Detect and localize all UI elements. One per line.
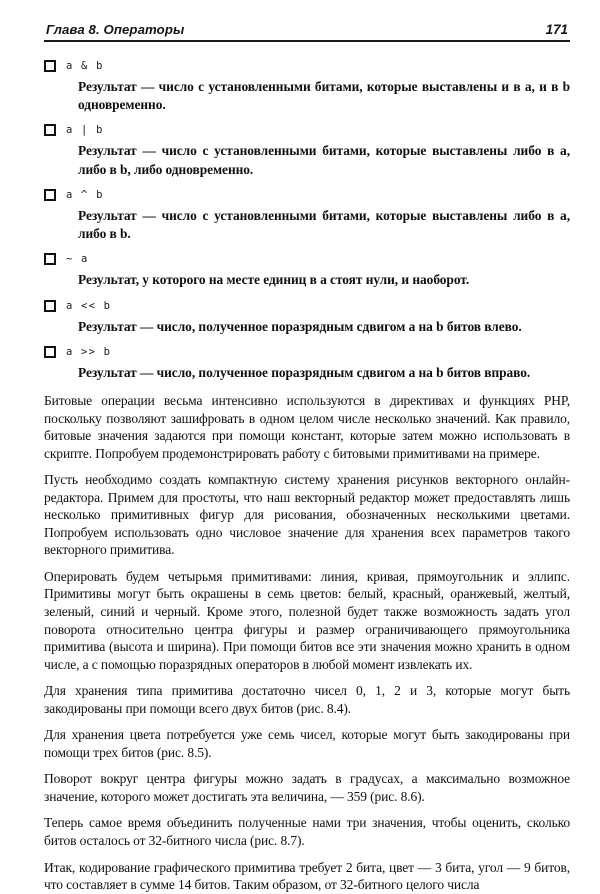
operator-heading (44, 300, 570, 312)
operator-entry (44, 60, 570, 114)
paragraph: Для хранения типа примитива достаточно чисел 0, 1, 2 и 3, которые могут быть закодированы при помощи всего двух битов (рис. 8.4). (44, 683, 570, 716)
operator-entry (44, 124, 570, 178)
operator-heading (44, 253, 570, 265)
operator-code: a << b (66, 299, 112, 312)
paragraph: Для хранения цвета потребуется уже семь чисел, которые могут быть закодированы при помощи трех битов (рис. 8.5). (44, 727, 570, 760)
operator-entry (44, 300, 570, 336)
square-bullet-icon (44, 60, 56, 72)
operator-code: a ^ b (66, 188, 104, 201)
operator-heading (44, 346, 570, 358)
chapter-title: Глава 8. Операторы (46, 22, 185, 37)
square-bullet-icon (44, 346, 56, 358)
body-text (44, 392, 570, 894)
paragraph: Оперировать будем четырьмя примитивами: линия, кривая, прямоугольник и эллипс. Примитивы могут быть окрашены в семь цветов: белый, красный, оранжевый, желтый, зеленый, синий и черный. Кроме этого, полезной будет также возможность задать угол поворота относительно центра фигуры и размер ограничивающего прямоугольника примитива (высота и ширина). При помощи битов все эти значения можно хранить в одном числе, а с помощью поразрядных операторов в любой момент извлекать их. (44, 568, 570, 672)
operator-heading (44, 60, 570, 72)
paragraph: Пусть необходимо создать компактную систему хранения рисунков векторного онлайн-редактора. Примем для простоты, что наш векторный редактор может предоставлять лишь несколько примитивных фигур для рисования, обозначенных несколькими цветами. Попробуем использовать одно числовое значение для хранения всех параметров такого векторного примитива. (44, 472, 570, 558)
paragraph: Итак, кодирование графического примитива требует 2 бита, цвет — 3 бита, угол — 9 битов, что составляет в сумме 14 битов. Таким образом, от 32-битного целого числа (44, 859, 570, 893)
square-bullet-icon (44, 189, 56, 201)
paragraph: Теперь самое время объединить полученные нами три значения, чтобы оценить, сколько битов осталось от 32-битного числа (рис. 8.7). (44, 815, 570, 848)
operator-code: a & b (66, 60, 104, 72)
operator-heading (44, 124, 570, 136)
running-head (44, 22, 570, 42)
operator-description: Результат — число с установленными битами, которые выставлены либо в a, либо в b. (78, 207, 570, 242)
operator-entry (44, 253, 570, 289)
operator-code: ~ a (66, 253, 89, 266)
operator-description: Результат — число, полученное поразрядным сдвигом a на b битов вправо. (78, 364, 531, 380)
operator-code: a | b (66, 124, 104, 137)
operator-code: a >> b (66, 345, 112, 358)
operator-heading (44, 189, 570, 201)
square-bullet-icon (44, 253, 56, 265)
square-bullet-icon (44, 124, 56, 136)
bitwise-operator-list (44, 60, 570, 382)
operator-entry (44, 189, 570, 243)
paragraph: Поворот вокруг центра фигуры можно задать в градусах, а максимально возможное значение, которого может достигать эта величина, — 359 (рис. 8.6). (44, 771, 570, 804)
operator-description: Результат — число с установленными битами, которые выставлены и в a, и в b одновременно. (78, 79, 570, 113)
operator-description: Результат — число с установленными битами, которые выставлены либо в a, либо в b, либо одновременно. (78, 143, 570, 177)
operator-description: Результат, у которого на месте единиц в a стоят нули, и наоборот. (78, 272, 470, 288)
operator-description: Результат — число, полученное поразрядным сдвигом a на b битов влево. (78, 318, 522, 334)
square-bullet-icon (44, 300, 56, 312)
page-number: 171 (545, 22, 568, 37)
operator-entry (44, 346, 570, 382)
paragraph: Битовые операции весьма интенсивно используются в директивах и функциях PHP, поскольку позволяют зашифровать в одном целом числе несколько значений. Как правило, битовые значения задаются при помощи констант, которые затем можно использовать в скрипте. Попробуем продемонстрировать работу с битовыми примитивами на примере. (44, 392, 570, 461)
